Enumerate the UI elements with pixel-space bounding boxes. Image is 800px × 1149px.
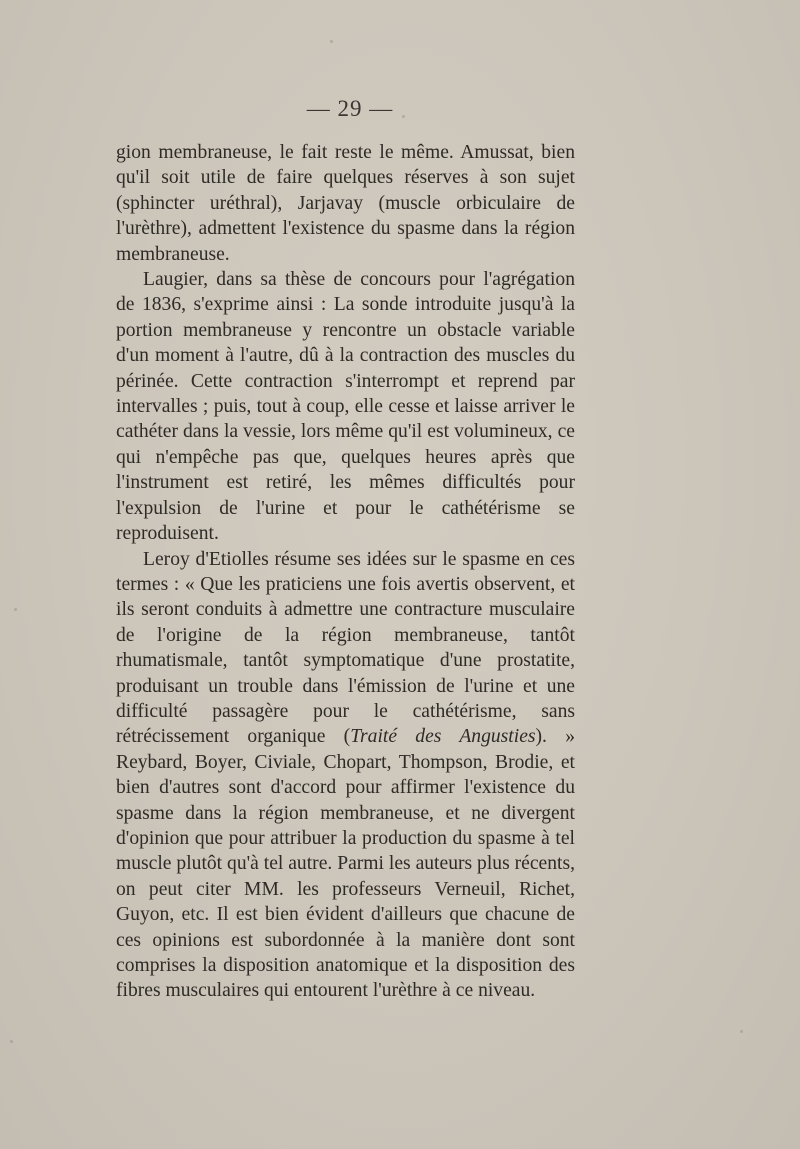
paper-speck: [402, 115, 405, 118]
paragraph-1: gion membraneuse, le fait reste le même. Amussat, bien qu'il soit utile de faire quelques réserves à son sujet (sphincter uréthral), Jarjavay (muscle orbiculaire de l'urèthre), admettent l'existence du spasme dans la région membraneuse.: [116, 142, 575, 265]
paragraph-3-text-b: ). » Reybard, Boyer, Civiale, Chopart, Thompson, Brodie, et bien d'autres sont d'accord pour affirmer l'existence du spasme dans la région membraneuse, et ne divergent d'opinion que pour attribuer la production du spasme à tel muscle plutôt qu'à tel autre. Parmi les auteurs plus récents, on peut citer MM. les professeurs Verneuil, Richet, Guyon, etc. Il est bien évident d'ailleurs que chacune de ces opinions est subordonnée à la manière dont sont comprises la disposition anatomique et la disposition des fibres musculaires qui entourent l'urèthre à ce niveau.: [116, 726, 575, 1002]
body-text: [116, 140, 575, 1004]
paper-speck: [10, 1040, 13, 1043]
paragraph-2: Laugier, dans sa thèse de concours pour l'agrégation de 1836, s'exprime ainsi : La sonde introduite jusqu'à la portion membraneuse y rencontre un obstacle variable d'un moment à l'autre, dû à la contraction des muscles du périnée. Cette contraction s'interrompt et reprend par intervalles ; puis, tout à coup, elle cesse et laisse arriver le cathéter dans la vessie, lors même qu'il est volumineux, ce qui n'empêche pas que, quelques heures après que l'instrument est retiré, les mêmes difficultés pour l'expulsion de l'urine et pour le cathétérisme se reproduisent.: [116, 269, 575, 545]
book-title-italic: Traité des Angusties: [350, 726, 536, 748]
paragraph-3-text-a: Leroy d'Etiolles résume ses idées sur le spasme en ces termes : « Que les praticiens une fois avertis observent, et ils seront conduits à admettre une contracture musculaire de l'origine de la région membraneuse, tantôt rhumatismale, tantôt symptomatique d'une prostatite, produisant un trouble dans l'émission de l'urine et une difficulté passagère pour le cathétérisme, sans rétrécissement organique (: [116, 548, 575, 748]
page-number: — 29 —: [306, 96, 394, 121]
paper-speck: [14, 608, 17, 611]
paper-speck: [330, 40, 333, 43]
paragraph-3: [116, 547, 575, 1004]
paper-speck: [740, 1030, 743, 1033]
